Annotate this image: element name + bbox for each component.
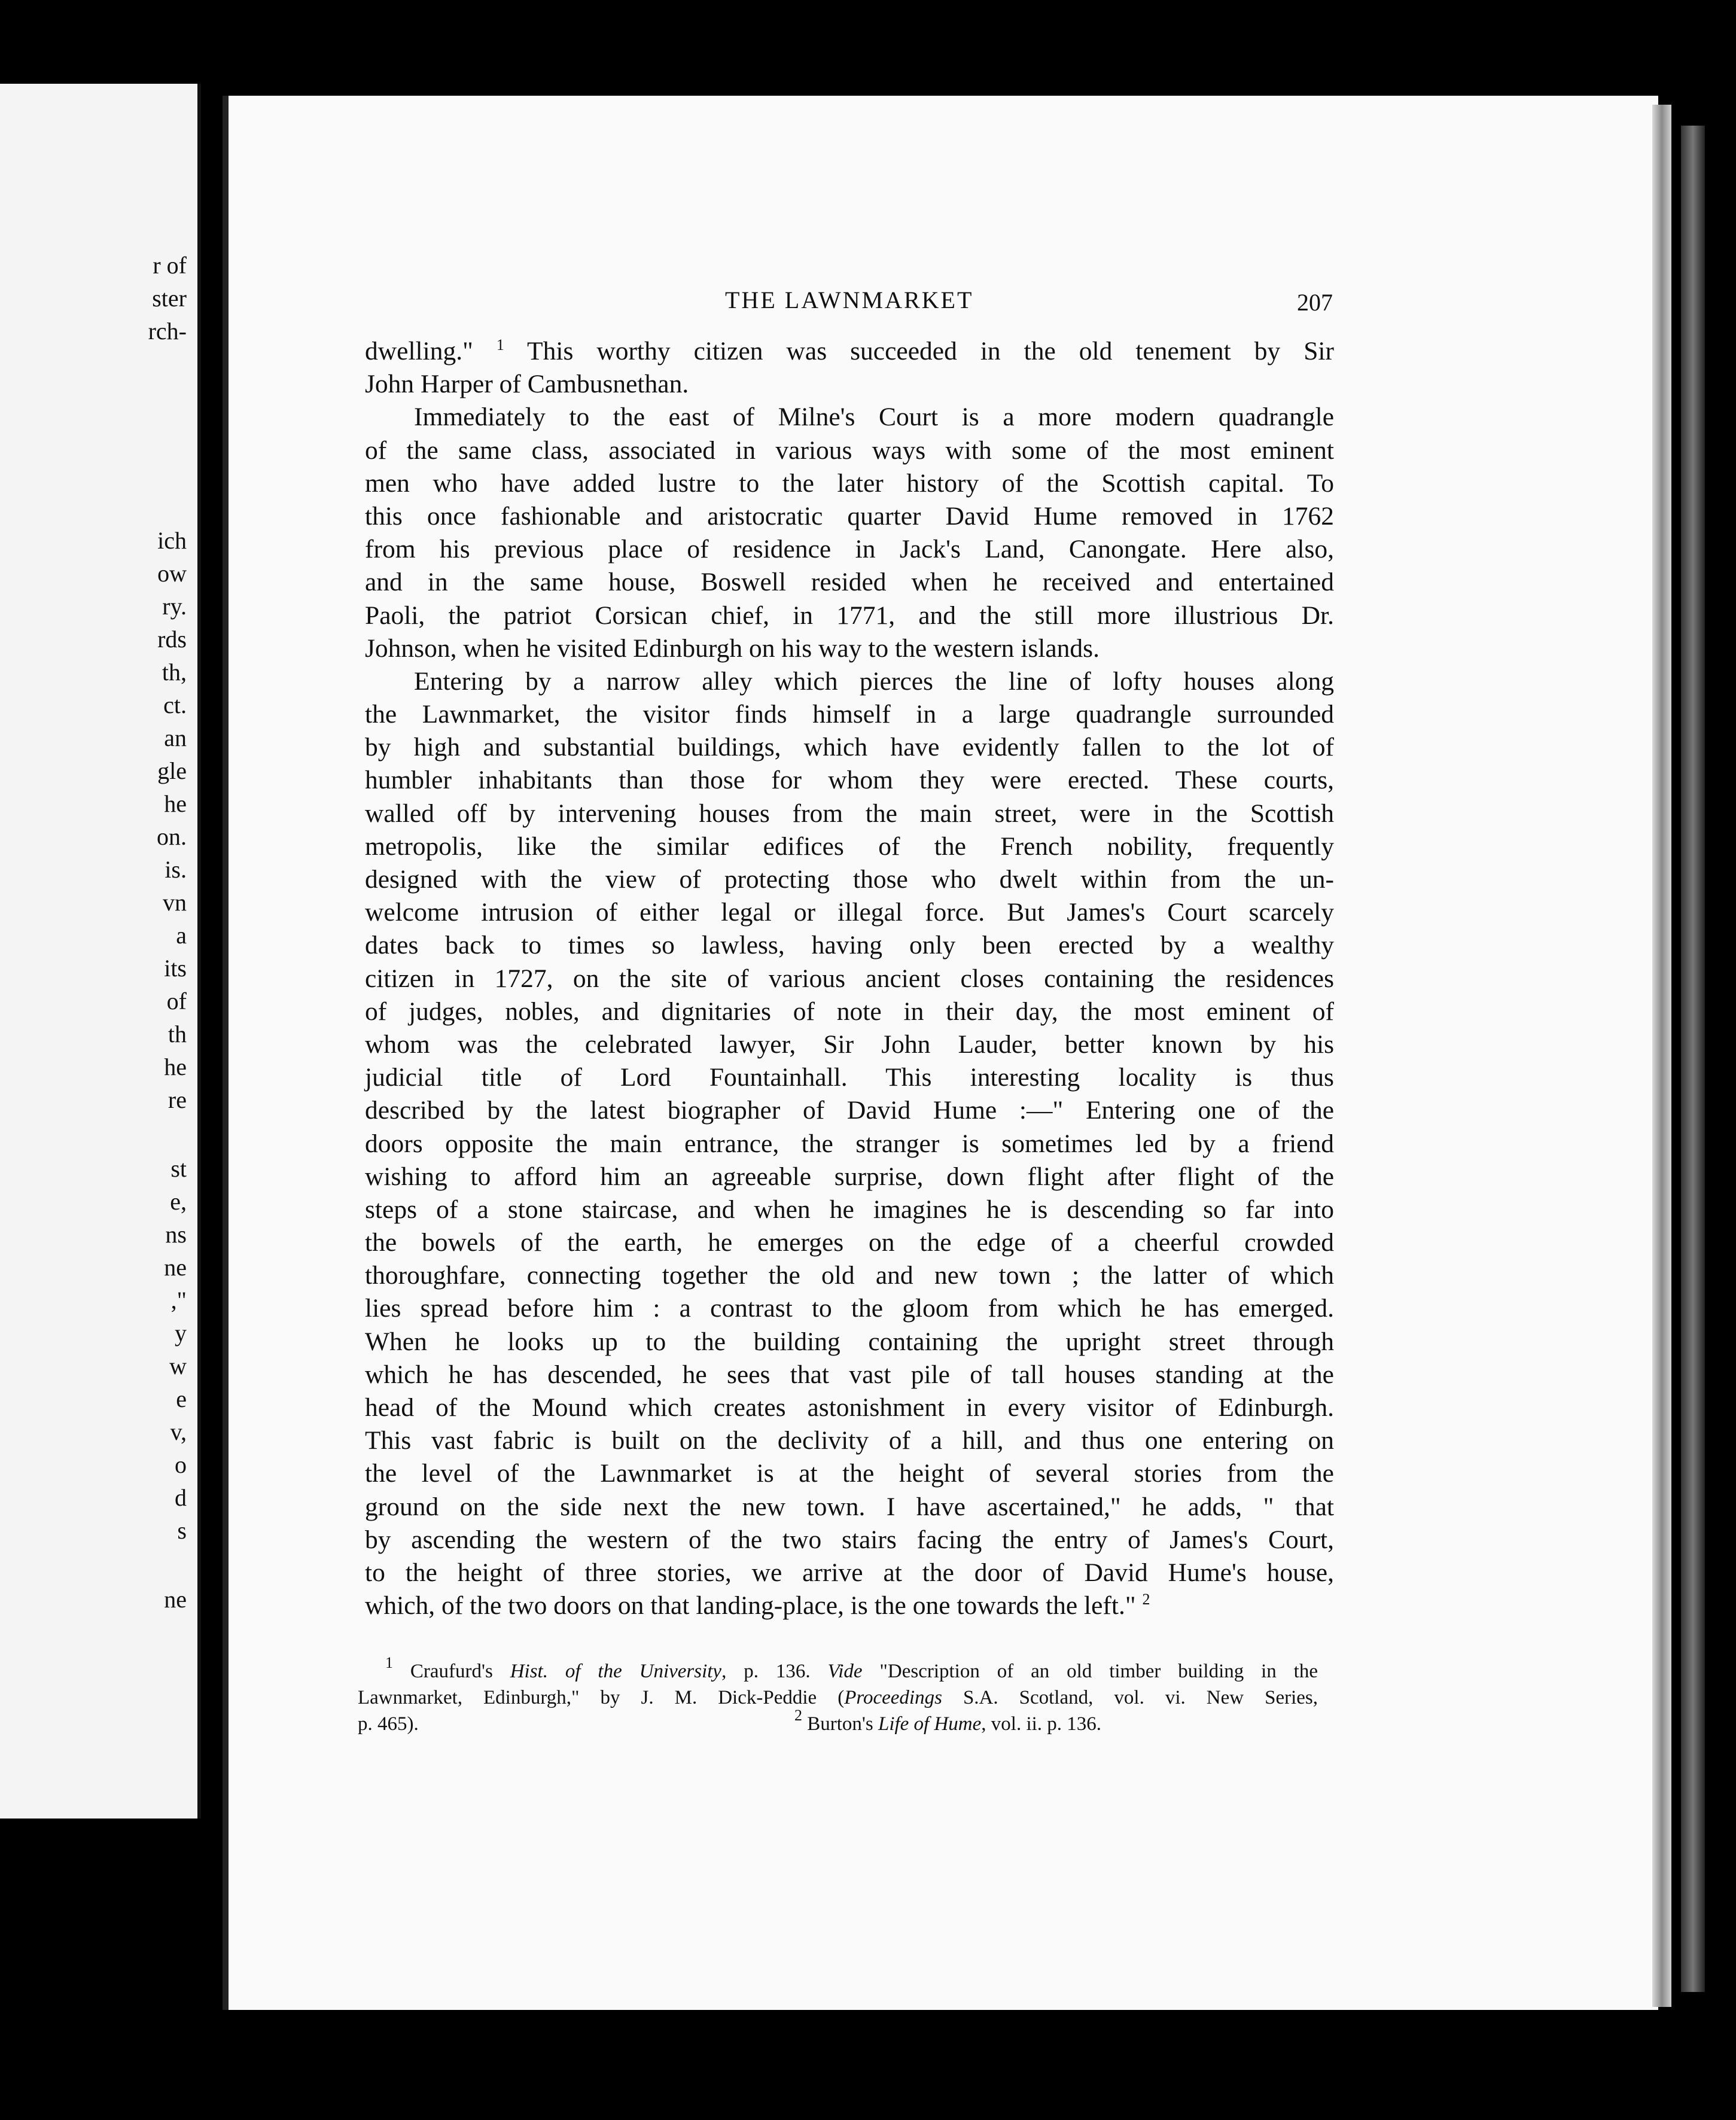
text-line: and in the same house, Boswell resided when he received and entertained: [365, 568, 1334, 597]
text-line: Johnson, when he visited Edinburgh on his way to the western islands.: [365, 633, 1100, 663]
facing-page-text: w: [169, 1353, 187, 1379]
text-line: dwelling." $^1$ This worthy citizen was succeeded in the old tenement by Sir: [365, 336, 1334, 365]
page-edges: [1652, 105, 1671, 2007]
text-line: ground on the side next the new town. I have ascertained," he adds, " that: [365, 1492, 1334, 1521]
facing-page-text: e: [176, 1385, 187, 1412]
facing-page-text: th,: [162, 659, 187, 686]
text-line: John Harper of Cambusnethan.: [365, 370, 689, 399]
facing-page-text: e,: [170, 1188, 187, 1215]
facing-page-text: y: [175, 1320, 187, 1347]
facing-page-text: s: [177, 1517, 187, 1544]
text-line: head of the Mound which creates astonishment in every visitor of Edinburgh.: [365, 1393, 1334, 1422]
text-line: walled off by intervening houses from the main street, were in the Scottish: [365, 799, 1334, 828]
text-line: Entering by a narrow alley which pierces the line of lofty houses along: [414, 666, 1334, 696]
facing-page-text: ns: [165, 1221, 187, 1248]
text-line: humbler inhabitants than those for whom they were erected. These courts,: [365, 766, 1334, 795]
text-line: of judges, nobles, and dignitaries of note in their day, the most eminent of: [365, 997, 1334, 1026]
book-cover-edge: [1681, 126, 1705, 1992]
facing-page-text: ne: [164, 1254, 187, 1281]
text-line: which he has descended, he sees that vast pile of tall houses standing at the: [365, 1360, 1334, 1389]
text-line: Immediately to the east of Milne's Court is a more modern quadrangle: [414, 403, 1334, 432]
facing-page-text: o: [175, 1451, 187, 1478]
text-line: this once fashionable and aristocratic quarter David Hume removed in 1762: [365, 501, 1334, 531]
footnotes: [358, 1654, 1318, 1737]
facing-page-text: gle: [157, 757, 187, 784]
facing-page-text: ne: [164, 1586, 187, 1613]
facing-page-text: ow: [157, 560, 187, 587]
text-line: which, of the two doors on that landing-place, is the one towards the left." $^2$: [365, 1591, 1150, 1621]
facing-page-text: he: [164, 1053, 187, 1080]
facing-page-text: he: [164, 790, 187, 817]
text-line: dates back to times so lawless, having only been erected by a wealthy: [365, 931, 1334, 960]
text-line: to the height of three stories, we arrive at the door of David Hume's house,: [365, 1558, 1334, 1587]
text-line: When he looks up to the building containing the upright street through: [365, 1327, 1334, 1356]
facing-page-text: on.: [157, 823, 187, 850]
text-line: designed with the view of protecting those who dwelt within from the un-: [365, 865, 1334, 894]
text-line: the level of the Lawnmarket is at the height of several stories from the: [365, 1459, 1334, 1488]
body-text: [365, 335, 1334, 1622]
text-line: welcome intrusion of either legal or illegal force. But James's Court scarcely: [365, 898, 1334, 927]
text-line: from his previous place of residence in Jack's Land, Canongate. Here also,: [365, 535, 1334, 564]
facing-page-text: st: [170, 1155, 187, 1182]
facing-page-text: v,: [170, 1418, 187, 1445]
text-line: steps of a stone staircase, and when he imagines he is descending so far into: [365, 1195, 1334, 1224]
text-line: This vast fabric is built on the declivity of a hill, and thus one entering on: [365, 1426, 1334, 1455]
text-line: Paoli, the patriot Corsican chief, in 1771, and the still more illustrious Dr.: [365, 601, 1334, 630]
facing-page-text: an: [164, 724, 187, 751]
text-line: the bowels of the earth, he emerges on the edge of a cheerful crowded: [365, 1228, 1334, 1257]
footnote-1-line-3: p. 465).: [358, 1713, 419, 1735]
text-line: lies spread before him : a contrast to the gloom from which he has emerged.: [365, 1294, 1334, 1323]
running-head: THE LAWNMARKET: [725, 287, 974, 313]
facing-page-text: r of: [153, 252, 187, 279]
text-line: wishing to afford him an agreeable surprise, down flight after flight of the: [365, 1162, 1334, 1191]
facing-page-text: ry.: [162, 593, 187, 620]
facing-page-text: th: [167, 1021, 187, 1047]
text-line: by high and substantial buildings, which have evidently fallen to the lot of: [365, 733, 1334, 762]
facing-page-text: re: [167, 1086, 187, 1113]
facing-page-text: ich: [157, 527, 187, 554]
text-line: citizen in 1727, on the site of various ancient closes containing the residences: [365, 964, 1334, 993]
facing-page-text: a: [176, 922, 187, 949]
text-line: whom was the celebrated lawyer, Sir John Lauder, better known by his: [365, 1029, 1334, 1059]
facing-page-fragment: [0, 84, 201, 1819]
facing-page-text: vn: [163, 889, 187, 916]
text-line: of the same class, associated in various ways with some of the most eminent: [365, 435, 1334, 465]
text-line: metropolis, like the similar edifices of the French nobility, frequently: [365, 831, 1334, 861]
facing-page-text: its: [164, 955, 187, 982]
text-line: men who have added lustre to the later history of the Scottish capital. To: [365, 468, 1334, 498]
facing-page-text: ct.: [163, 692, 187, 718]
facing-page-text: rds: [157, 626, 187, 653]
facing-page-text: ,": [170, 1287, 187, 1314]
text-line: by ascending the western of the two stairs facing the entry of James's Court,: [365, 1525, 1334, 1554]
facing-page-text: of: [166, 988, 187, 1015]
text-line: judicial title of Lord Fountainhall. This interesting locality is thus: [365, 1063, 1334, 1092]
facing-page-text: ster: [152, 285, 187, 312]
footnote-1-line-1: $^1$ Craufurd's Hist. of the University, p. 136. Vide "Description of an old timber building in the: [385, 1654, 1318, 1682]
text-line: doors opposite the main entrance, the stranger is sometimes led by a friend: [365, 1129, 1334, 1158]
footnote-2: $^2$ Burton's Life of Hume, vol. ii. p. 136.: [794, 1707, 1102, 1735]
footnote-marker: 2: [1142, 1591, 1150, 1609]
text-line: thoroughfare, connecting together the old and new town ; the latter of which: [365, 1261, 1334, 1290]
text-line: described by the latest biographer of David Hume :—" Entering one of the: [365, 1096, 1334, 1125]
text-line: the Lawnmarket, the visitor finds himself in a large quadrangle surrounded: [365, 700, 1334, 729]
facing-page-text: is.: [165, 856, 187, 883]
facing-page-text: d: [175, 1484, 187, 1511]
footnote-1-line-2: Lawnmarket, Edinburgh," by J. M. Dick-Peddie (Proceedings S.A. Scotland, vol. vi. New Series,: [358, 1687, 1318, 1708]
footnote-marker: 1: [496, 336, 504, 354]
facing-page-text: rch-: [148, 318, 187, 345]
page-number: 207: [1297, 289, 1333, 316]
